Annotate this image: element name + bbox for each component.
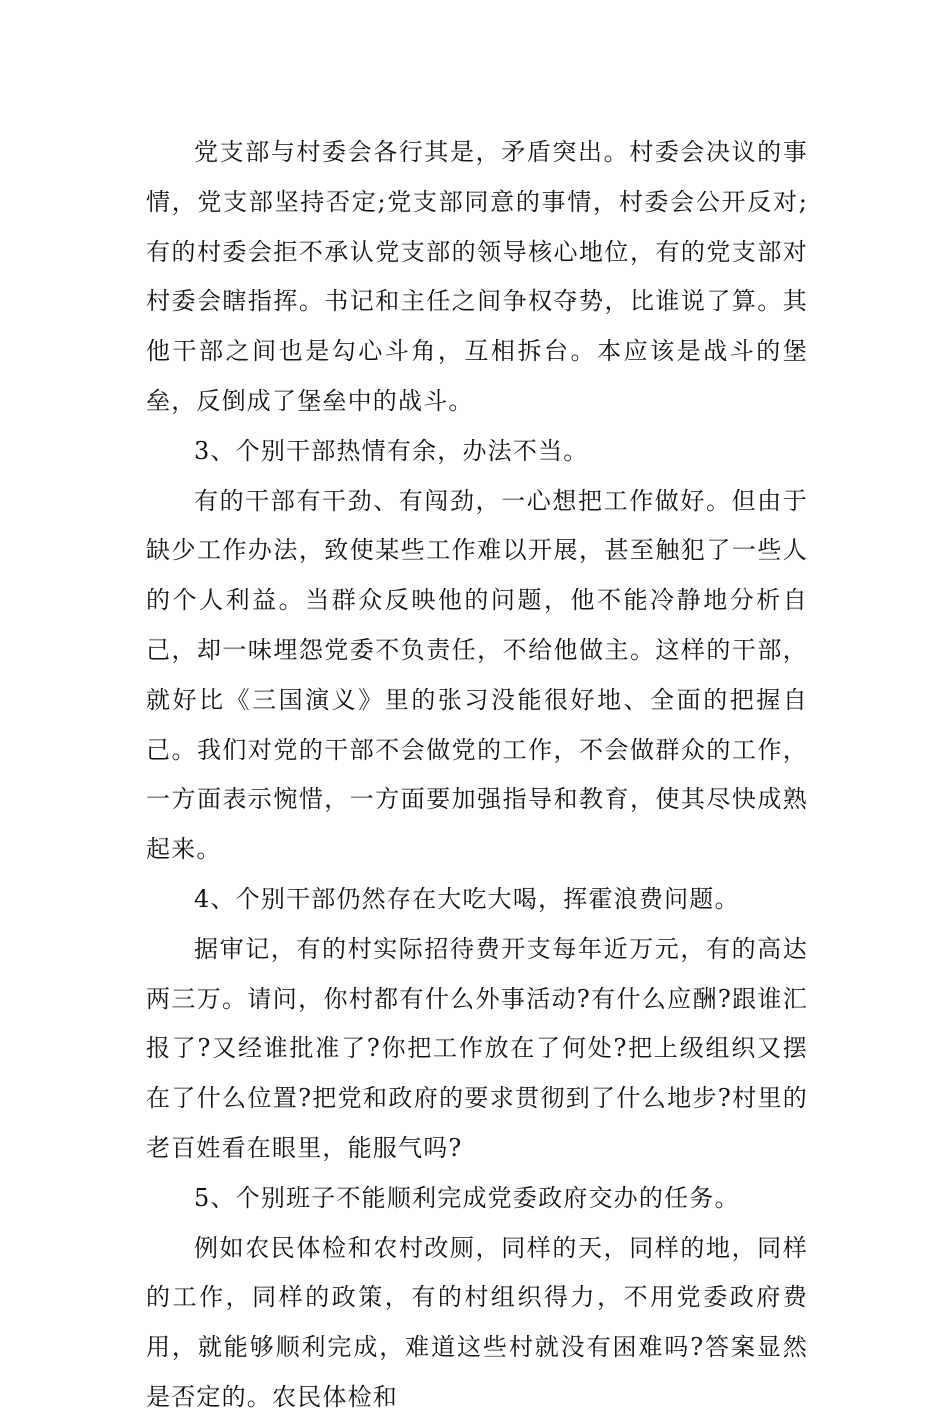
paragraph-branch-conflict: 党支部与村委会各行其是，矛盾突出。村委会决议的事情，党支部坚持否定;党支部同意的事情，村委会公开反对;有的村委会拒不承认党支部的领导核心地位，有的党支部对村委会瞎指挥。书记和主任之间争权夺势，比谁说了算。其他干部之间也是勾心斗角，互相拆台。本应该是战斗的堡垒，反倒成了堡垒中的战斗。 — [146, 138, 808, 415]
paragraph-item-4: 据审记，有的村实际招待费开支每年近万元，有的高达两三万。请问，你村都有什么外事活动?有什么应酬?跟谁汇报了?又经谁批准了?你把工作放在了何处?把上级组织又摆在了什么位置?把党和政府的要求贯彻到了什么地步?村里的老百姓看在眼里，能服气吗? — [146, 934, 808, 1162]
paragraph-item-5: 例如农民体检和农村改厕，同样的天，同样的地，同样的工作，同样的政策，有的村组织得力，不用党委政府费用，就能够顺利完成，难道这些村就没有困难吗?答案显然是否定的。农民体检和 — [146, 1233, 808, 1411]
document-body — [146, 128, 808, 1423]
paragraph-item-3: 有的干部有干劲、有闯劲，一心想把工作做好。但由于缺少工作办法，致使某些工作难以开展，甚至触犯了一些人的个人利益。当群众反映他的问题，他不能冷静地分析自己，却一味埋怨党委不负责任，不给他做主。这样的干部，就好比《三国演义》里的张习没能很好地、全面的把握自己。我们对党的干部不会做党的工作，不会做群众的工作，一方面表示惋惜，一方面要加强指导和教育，使其尽快成熟起来。 — [146, 486, 808, 864]
heading-item-5: 5、个别班子不能顺利完成党委政府交办的任务。 — [194, 1183, 740, 1212]
heading-item-4: 4、个别干部仍然存在大吃大喝，挥霍浪费问题。 — [194, 884, 740, 913]
heading-item-3: 3、个别干部热情有余，办法不当。 — [194, 436, 589, 465]
